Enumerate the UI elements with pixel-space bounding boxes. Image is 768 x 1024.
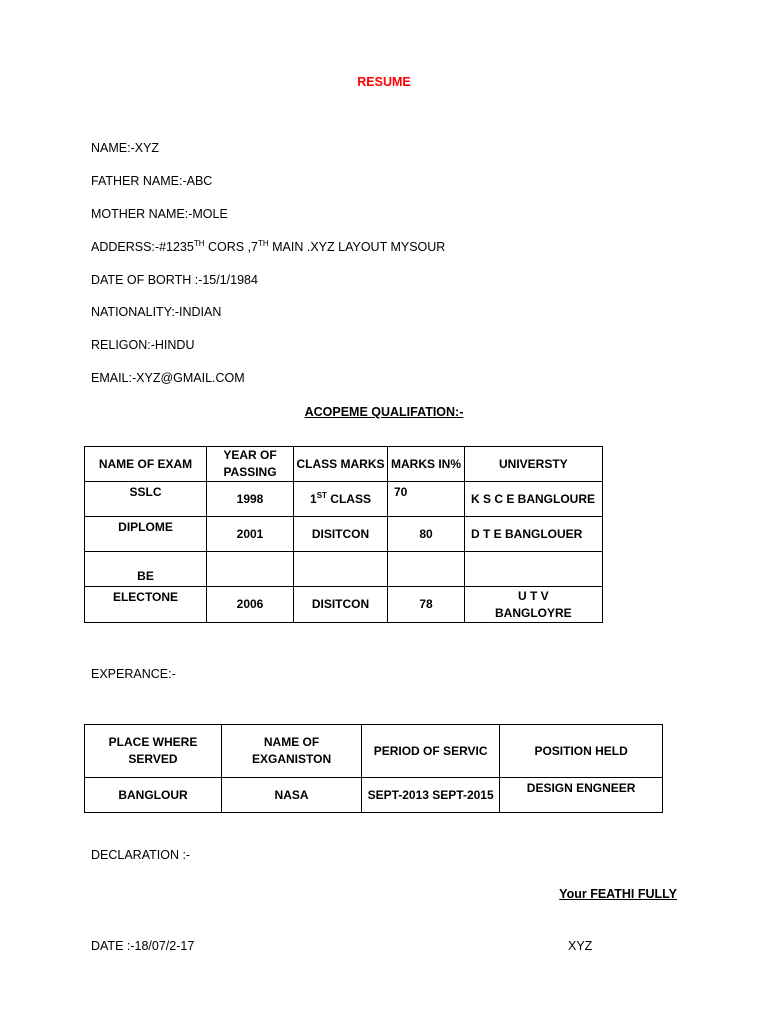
place-cell: BANGLOUR [85,778,222,813]
table-row [85,587,603,623]
header-cell: NAME OF EXAM [85,447,207,482]
university-cell: K S C E BANGLOURE [465,482,603,517]
period-cell: SEPT-2013 SEPT-2015 [362,778,500,813]
header-cell: NAME OF EXGANISTON [222,725,362,778]
qualification-heading-underlined: ACOPEME [304,405,368,419]
table-row [85,482,603,517]
exam-cell: SSLC [85,482,207,517]
mother-name-line: MOTHER NAME:-MOLE [91,207,228,221]
marks-cell [388,552,465,587]
marks-cell: 80 [388,517,465,552]
dob-line: DATE OF BORTH :-15/1/1984 [91,273,258,287]
qualification-heading-rest: QUALIFATION:- [367,405,464,419]
name-line: NAME:-XYZ [91,141,160,155]
organisation-cell: NASA [222,778,362,813]
exam-cell: BE [85,552,207,587]
address-superscript: TH [193,238,205,248]
nationality-line: NATIONALITY:-INDIAN [91,305,222,319]
header-cell: MARKS IN% [388,447,465,482]
header-cell: YEAR OF PASSING [207,447,294,482]
class-cell: DISITCON [294,517,388,552]
class-superscript: ST [316,490,327,500]
address-line [91,240,445,254]
class-cell [294,552,388,587]
class-cell: DISITCON [294,587,388,623]
class-cell [294,482,388,517]
table-row [85,517,603,552]
qualification-table [84,446,603,623]
header-cell: CLASS MARKS [294,447,388,482]
class-rest: CLASS [326,491,371,506]
experience-heading: EXPERANCE:- [91,667,176,681]
marks-cell: 78 [388,587,465,623]
address-part: MAIN .XYZ LAYOUT MYSOUR [268,240,446,254]
class-number: 1 [310,491,317,506]
address-part: CORS ,7 [204,240,258,254]
university-cell [465,552,603,587]
signature-name: XYZ [568,939,593,953]
religion-line: RELIGON:-HINDU [91,338,195,352]
exam-cell: ELECTONE [85,587,207,623]
header-cell: UNIVERSTY [465,447,603,482]
signoff-text: Your FEATHI FULLY [559,887,677,901]
year-cell [207,552,294,587]
email-line: EMAIL:-XYZ@GMAIL.COM [91,371,245,385]
father-name-line: FATHER NAME:-ABC [91,174,213,188]
position-cell: DESIGN ENGNEER [500,778,663,813]
header-cell: POSITION HELD [500,725,663,778]
table-row [85,552,603,587]
address-superscript: TH [258,238,269,248]
qualification-header-row [85,447,603,482]
experience-table [84,724,663,813]
address-part: ADDERSS:-#1235 [91,240,194,254]
university-cell: D T E BANGLOUER [465,517,603,552]
university-cell: U T V BANGLOYRE [465,587,603,623]
marks-cell: 70 [388,482,465,517]
date-line: DATE :-18/07/2-17 [91,939,195,953]
header-cell: PERIOD OF SERVIC [362,725,500,778]
declaration-heading: DECLARATION :- [91,848,191,862]
year-cell: 2001 [207,517,294,552]
exam-cell: DIPLOME [85,517,207,552]
resume-title: RESUME [357,75,411,89]
qualification-heading [0,405,768,419]
table-row [85,778,663,813]
year-cell: 2006 [207,587,294,623]
experience-header-row [85,725,663,778]
year-cell: 1998 [207,482,294,517]
header-cell: PLACE WHERE SERVED [85,725,222,778]
